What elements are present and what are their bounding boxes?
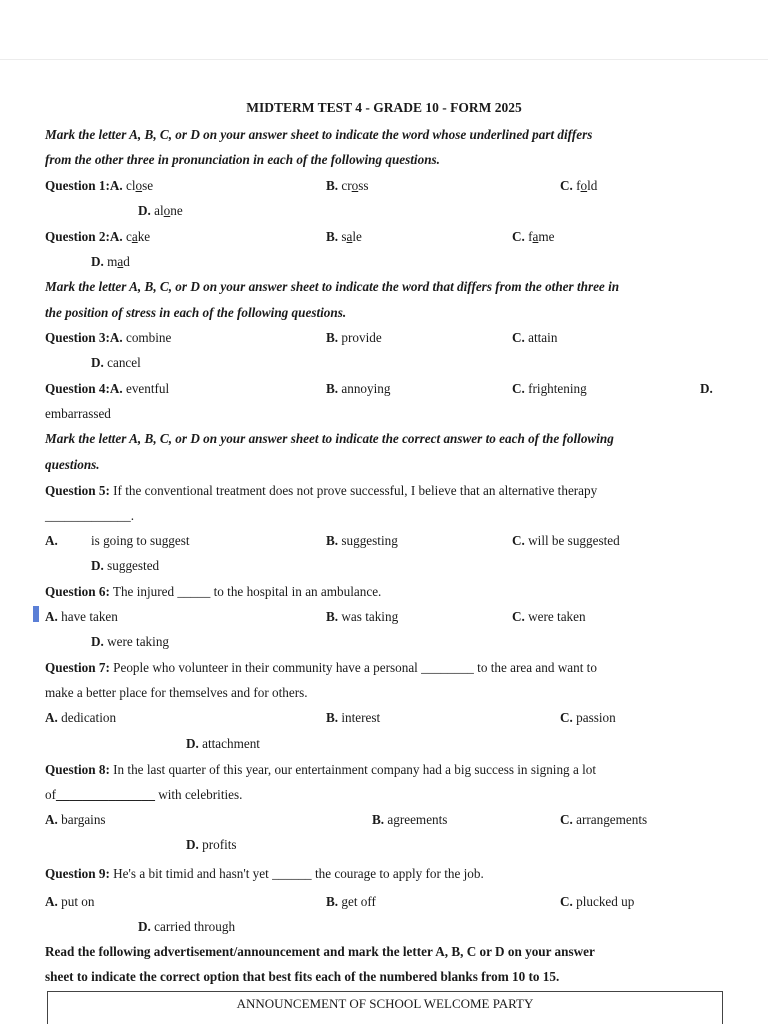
option-a-text[interactable]: close xyxy=(122,178,154,193)
question-4-option-c[interactable]: C. frightening xyxy=(512,381,587,396)
option-a-text[interactable]: eventful xyxy=(122,381,170,396)
question-text: People who volunteer in their community have a personal ________ to the area and want to xyxy=(109,660,597,675)
question-7-text-line-2: make a better place for themselves and for others. xyxy=(45,685,308,700)
question-3: Question 3:A. combine xyxy=(45,330,172,345)
instruction-stress-line-2: the position of stress in each of the following questions. xyxy=(45,305,347,320)
question-1-option-b[interactable]: B. cross xyxy=(326,178,369,193)
question-1-option-d[interactable]: D. alone xyxy=(138,203,183,218)
question-7-option-b[interactable]: B. interest xyxy=(326,710,381,725)
question-5-option-c[interactable]: C. will be suggested xyxy=(512,533,620,548)
question-4: Question 4:A. eventful xyxy=(45,381,170,396)
question-9 xyxy=(45,865,484,883)
question-6 xyxy=(45,583,381,601)
question-2-option-d[interactable]: D. mad xyxy=(91,254,130,269)
question-8-option-b[interactable]: B. agreements xyxy=(372,812,448,827)
question-label: Question 8: xyxy=(45,762,110,777)
question-8 xyxy=(45,761,596,779)
question-5-option-d[interactable]: D. suggested xyxy=(91,558,160,573)
question-3-option-c[interactable]: C. attain xyxy=(512,330,558,345)
question-label: Question 1: xyxy=(45,178,110,193)
question-2-option-b[interactable]: B. sale xyxy=(326,229,362,244)
question-6-option-b[interactable]: B. was taking xyxy=(326,609,399,624)
question-1-option-c[interactable]: C. fold xyxy=(560,178,598,193)
question-9-option-c[interactable]: C. plucked up xyxy=(560,894,635,909)
question-2 xyxy=(45,228,150,246)
question-text: In the last quarter of this year, our entertainment company had a big success in signing a lot xyxy=(109,762,597,777)
question-5-option-a[interactable]: is going to suggest xyxy=(91,533,190,548)
question-1 xyxy=(45,177,153,195)
question-5-option-a-letter: A. xyxy=(45,533,58,548)
announcement-title: ANNOUNCEMENT OF SCHOOL WELCOME PARTY xyxy=(236,996,534,1011)
question-6-option-a[interactable]: A. have taken xyxy=(45,609,118,624)
instruction-pronunciation-line-1: Mark the letter A, B, C, or D on your answer sheet to indicate the word whose underlined part differs xyxy=(45,127,593,142)
instruction-pronunciation-line-2: from the other three in pronunciation in each of the following questions. xyxy=(45,152,440,167)
question-4-option-d[interactable]: embarrassed xyxy=(45,406,111,421)
question-label: Question 4: xyxy=(45,381,110,396)
question-label: Question 6: xyxy=(45,584,110,599)
instruction-stress-line-1: Mark the letter A, B, C, or D on your answer sheet to indicate the word that differs from the other three in xyxy=(45,279,620,294)
instruction-correct-line-2: questions. xyxy=(45,457,100,472)
cursor-marker xyxy=(33,606,39,622)
question-7 xyxy=(45,659,597,677)
question-label: Question 3: xyxy=(45,330,110,345)
question-7-option-c[interactable]: C. passion xyxy=(560,710,616,725)
question-text: He's a bit timid and hasn't yet ______ the courage to apply for the job. xyxy=(109,866,484,881)
announcement-box xyxy=(47,991,723,1024)
question-label: Question 7: xyxy=(45,660,110,675)
question-8-text-line-2: of_______________ with celebrities. xyxy=(45,787,243,802)
question-label: Question 9: xyxy=(45,866,110,881)
question-6-option-c[interactable]: C. were taken xyxy=(512,609,586,624)
question-label: Question 2: xyxy=(45,229,110,244)
question-4-option-d-letter: D. xyxy=(700,381,713,396)
question-7-option-d[interactable]: D. attachment xyxy=(186,736,260,751)
question-8-option-a[interactable]: A. bargains xyxy=(45,812,106,827)
page-title: MIDTERM TEST 4 - GRADE 10 - FORM 2025 xyxy=(246,100,522,115)
question-5-blank: _____________. xyxy=(45,508,135,523)
option-letter: A. xyxy=(109,178,123,193)
question-4-option-b[interactable]: B. annoying xyxy=(326,381,391,396)
question-label: Question 5: xyxy=(45,483,110,498)
viewer-top-bar xyxy=(0,0,768,60)
instruction-reading-line-2: sheet to indicate the correct option that best fits each of the numbered blanks from 10 to 15. xyxy=(45,969,560,984)
instruction-reading-line-1: Read the following advertisement/announcement and mark the letter A, B, C or D on your answer xyxy=(45,944,595,959)
option-a-text[interactable]: combine xyxy=(122,330,172,345)
question-9-option-d[interactable]: D. carried through xyxy=(138,919,236,934)
question-7-option-a[interactable]: A. dedication xyxy=(45,710,117,725)
question-9-option-a[interactable]: A. put on xyxy=(45,894,95,909)
question-text: If the conventional treatment does not prove successful, I believe that an alternative therapy xyxy=(109,483,598,498)
question-8-option-d[interactable]: D. profits xyxy=(186,837,237,852)
question-9-option-b[interactable]: B. get off xyxy=(326,894,376,909)
question-text: The injured _____ to the hospital in an ambulance. xyxy=(109,584,382,599)
question-6-option-d[interactable]: D. were taking xyxy=(91,634,170,649)
question-2-option-c[interactable]: C. fame xyxy=(512,229,555,244)
option-letter: A. xyxy=(109,229,123,244)
question-5 xyxy=(45,482,597,500)
question-5-option-b[interactable]: B. suggesting xyxy=(326,533,398,548)
question-3-option-b[interactable]: B. provide xyxy=(326,330,382,345)
question-8-option-c[interactable]: C. arrangements xyxy=(560,812,648,827)
question-3-option-d[interactable]: D. cancel xyxy=(91,355,141,370)
option-a-text[interactable]: cake xyxy=(122,229,151,244)
instruction-correct-line-1: Mark the letter A, B, C, or D on your answer sheet to indicate the correct answer to each of the following xyxy=(45,431,614,446)
